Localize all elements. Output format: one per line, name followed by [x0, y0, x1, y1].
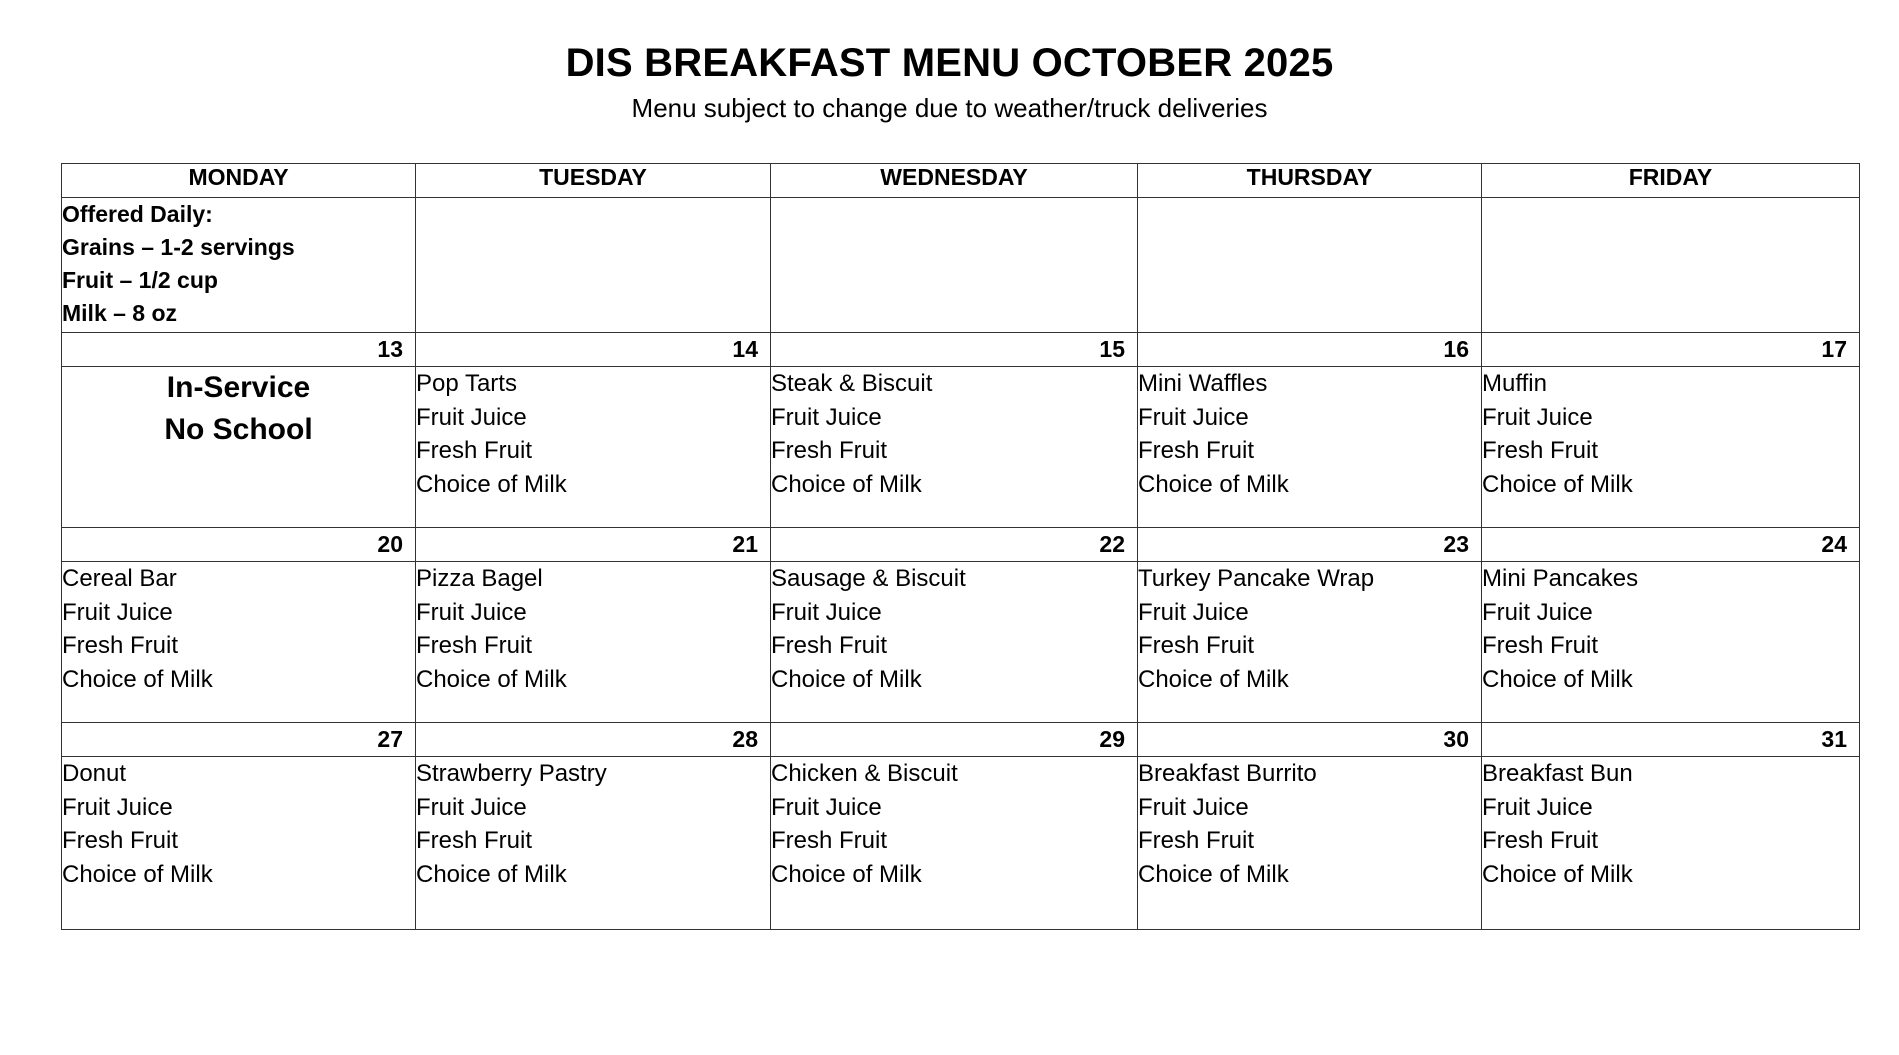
menu-item: Muffin — [1482, 370, 1547, 397]
menu-cell — [416, 562, 771, 723]
menu-item: Fruit Juice — [416, 793, 527, 821]
day-header-tuesday: TUESDAY — [416, 164, 771, 198]
menu-item: Fresh Fruit — [1482, 827, 1599, 854]
menu-item: Donut — [62, 760, 127, 787]
menu-item: Breakfast Bun — [1482, 760, 1633, 787]
menu-item: Choice of Milk — [771, 470, 922, 498]
menu-cell — [62, 562, 416, 723]
page-subtitle: Menu subject to change due to weather/truck deliveries — [631, 93, 1268, 123]
date-row — [62, 528, 1860, 562]
day-header-friday: FRIDAY — [1482, 164, 1860, 198]
menu-cell — [416, 367, 771, 528]
date-cell: 28 — [416, 723, 771, 757]
menu-item: Choice of Milk — [1138, 860, 1289, 888]
menu-cell — [771, 562, 1138, 723]
offered-daily-cell — [62, 198, 416, 333]
offered-daily-line: Milk – 8 oz — [62, 300, 178, 326]
menu-item: Fruit Juice — [771, 793, 882, 821]
menu-cell — [1482, 562, 1860, 723]
menu-item: Choice of Milk — [1482, 470, 1633, 498]
menu-item: Pop Tarts — [416, 370, 517, 397]
menu-item: Fruit Juice — [1138, 403, 1249, 431]
date-cell: 17 — [1482, 333, 1860, 367]
offered-daily-row — [62, 198, 1860, 333]
menu-item: Breakfast Burrito — [1138, 760, 1317, 787]
menu-cell — [416, 757, 771, 930]
menu-item: Choice of Milk — [771, 860, 922, 888]
menu-item: Fresh Fruit — [1482, 437, 1599, 464]
date-row — [62, 723, 1860, 757]
menu-item: Choice of Milk — [416, 665, 567, 693]
menu-item: Fruit Juice — [1482, 793, 1593, 821]
menu-item: Mini Waffles — [1138, 370, 1268, 397]
menu-item: Choice of Milk — [1138, 665, 1289, 693]
menu-item: Fresh Fruit — [62, 827, 179, 854]
menu-cell — [1138, 562, 1482, 723]
day-header-wednesday: WEDNESDAY — [771, 164, 1138, 198]
date-cell: 24 — [1482, 528, 1860, 562]
empty-cell — [771, 198, 1138, 333]
menu-item: Fruit Juice — [416, 403, 527, 431]
menu-cell — [1138, 367, 1482, 528]
menu-item: Fruit Juice — [62, 793, 173, 821]
menu-item: Fresh Fruit — [771, 827, 888, 854]
menu-row — [62, 367, 1860, 528]
date-cell: 14 — [416, 333, 771, 367]
menu-item: Mini Pancakes — [1482, 565, 1639, 592]
menu-item: Choice of Milk — [62, 665, 213, 693]
date-cell: 20 — [62, 528, 416, 562]
date-cell: 23 — [1138, 528, 1482, 562]
menu-item: Steak & Biscuit — [771, 370, 933, 397]
date-cell: 13 — [62, 333, 416, 367]
menu-item: Choice of Milk — [1138, 470, 1289, 498]
menu-header — [0, 38, 1899, 126]
date-cell: 21 — [416, 528, 771, 562]
no-school-cell — [62, 367, 416, 528]
menu-item: Fruit Juice — [771, 598, 882, 626]
menu-item: Fresh Fruit — [1138, 437, 1255, 464]
menu-cell — [771, 757, 1138, 930]
menu-cell — [1138, 757, 1482, 930]
menu-item: Fresh Fruit — [416, 437, 533, 464]
menu-item: Strawberry Pastry — [416, 760, 607, 787]
menu-item: Fruit Juice — [1482, 403, 1593, 431]
menu-cell — [771, 367, 1138, 528]
day-header-thursday: THURSDAY — [1138, 164, 1482, 198]
menu-item: Chicken & Biscuit — [771, 760, 958, 787]
menu-item: Fruit Juice — [1138, 598, 1249, 626]
menu-item: Turkey Pancake Wrap — [1138, 565, 1375, 592]
menu-row — [62, 562, 1860, 723]
menu-item: Fresh Fruit — [62, 632, 179, 659]
menu-item: Choice of Milk — [416, 860, 567, 888]
page-title: DIS BREAKFAST MENU OCTOBER 2025 — [565, 41, 1334, 85]
weekday-header-row — [62, 164, 1860, 198]
menu-item: Fresh Fruit — [1138, 827, 1255, 854]
menu-cell — [62, 757, 416, 930]
menu-cell — [1482, 757, 1860, 930]
date-cell: 16 — [1138, 333, 1482, 367]
menu-item: Choice of Milk — [1482, 860, 1633, 888]
date-row — [62, 333, 1860, 367]
menu-cell — [1482, 367, 1860, 528]
menu-item: Choice of Milk — [1482, 665, 1633, 693]
menu-item: Fresh Fruit — [1138, 632, 1255, 659]
no-school-label: In-Service — [166, 371, 311, 404]
date-cell: 27 — [62, 723, 416, 757]
menu-item: Fresh Fruit — [416, 632, 533, 659]
empty-cell — [416, 198, 771, 333]
menu-item: Fresh Fruit — [1482, 632, 1599, 659]
menu-item: Fruit Juice — [1138, 793, 1249, 821]
empty-cell — [1138, 198, 1482, 333]
date-cell: 30 — [1138, 723, 1482, 757]
menu-item: Fresh Fruit — [771, 632, 888, 659]
date-cell: 29 — [771, 723, 1138, 757]
menu-item: Fruit Juice — [771, 403, 882, 431]
menu-item: Fresh Fruit — [771, 437, 888, 464]
menu-item: Choice of Milk — [416, 470, 567, 498]
empty-cell — [1482, 198, 1860, 333]
menu-item: Fruit Juice — [1482, 598, 1593, 626]
no-school-label: No School — [164, 413, 313, 446]
menu-item: Choice of Milk — [62, 860, 213, 888]
offered-daily-line: Grains – 1-2 servings — [62, 234, 295, 260]
day-header-monday: MONDAY — [62, 164, 416, 198]
menu-item: Fruit Juice — [416, 598, 527, 626]
offered-daily-line: Fruit – 1/2 cup — [62, 267, 218, 293]
menu-item: Fruit Juice — [62, 598, 173, 626]
menu-item: Fresh Fruit — [416, 827, 533, 854]
date-cell: 31 — [1482, 723, 1860, 757]
menu-item: Choice of Milk — [771, 665, 922, 693]
menu-row — [62, 757, 1860, 930]
date-cell: 22 — [771, 528, 1138, 562]
date-cell: 15 — [771, 333, 1138, 367]
menu-item: Cereal Bar — [62, 565, 177, 592]
offered-daily-heading: Offered Daily: — [62, 201, 213, 227]
menu-item: Sausage & Biscuit — [771, 565, 966, 592]
menu-item: Pizza Bagel — [416, 565, 543, 592]
menu-calendar-table — [61, 163, 1860, 930]
